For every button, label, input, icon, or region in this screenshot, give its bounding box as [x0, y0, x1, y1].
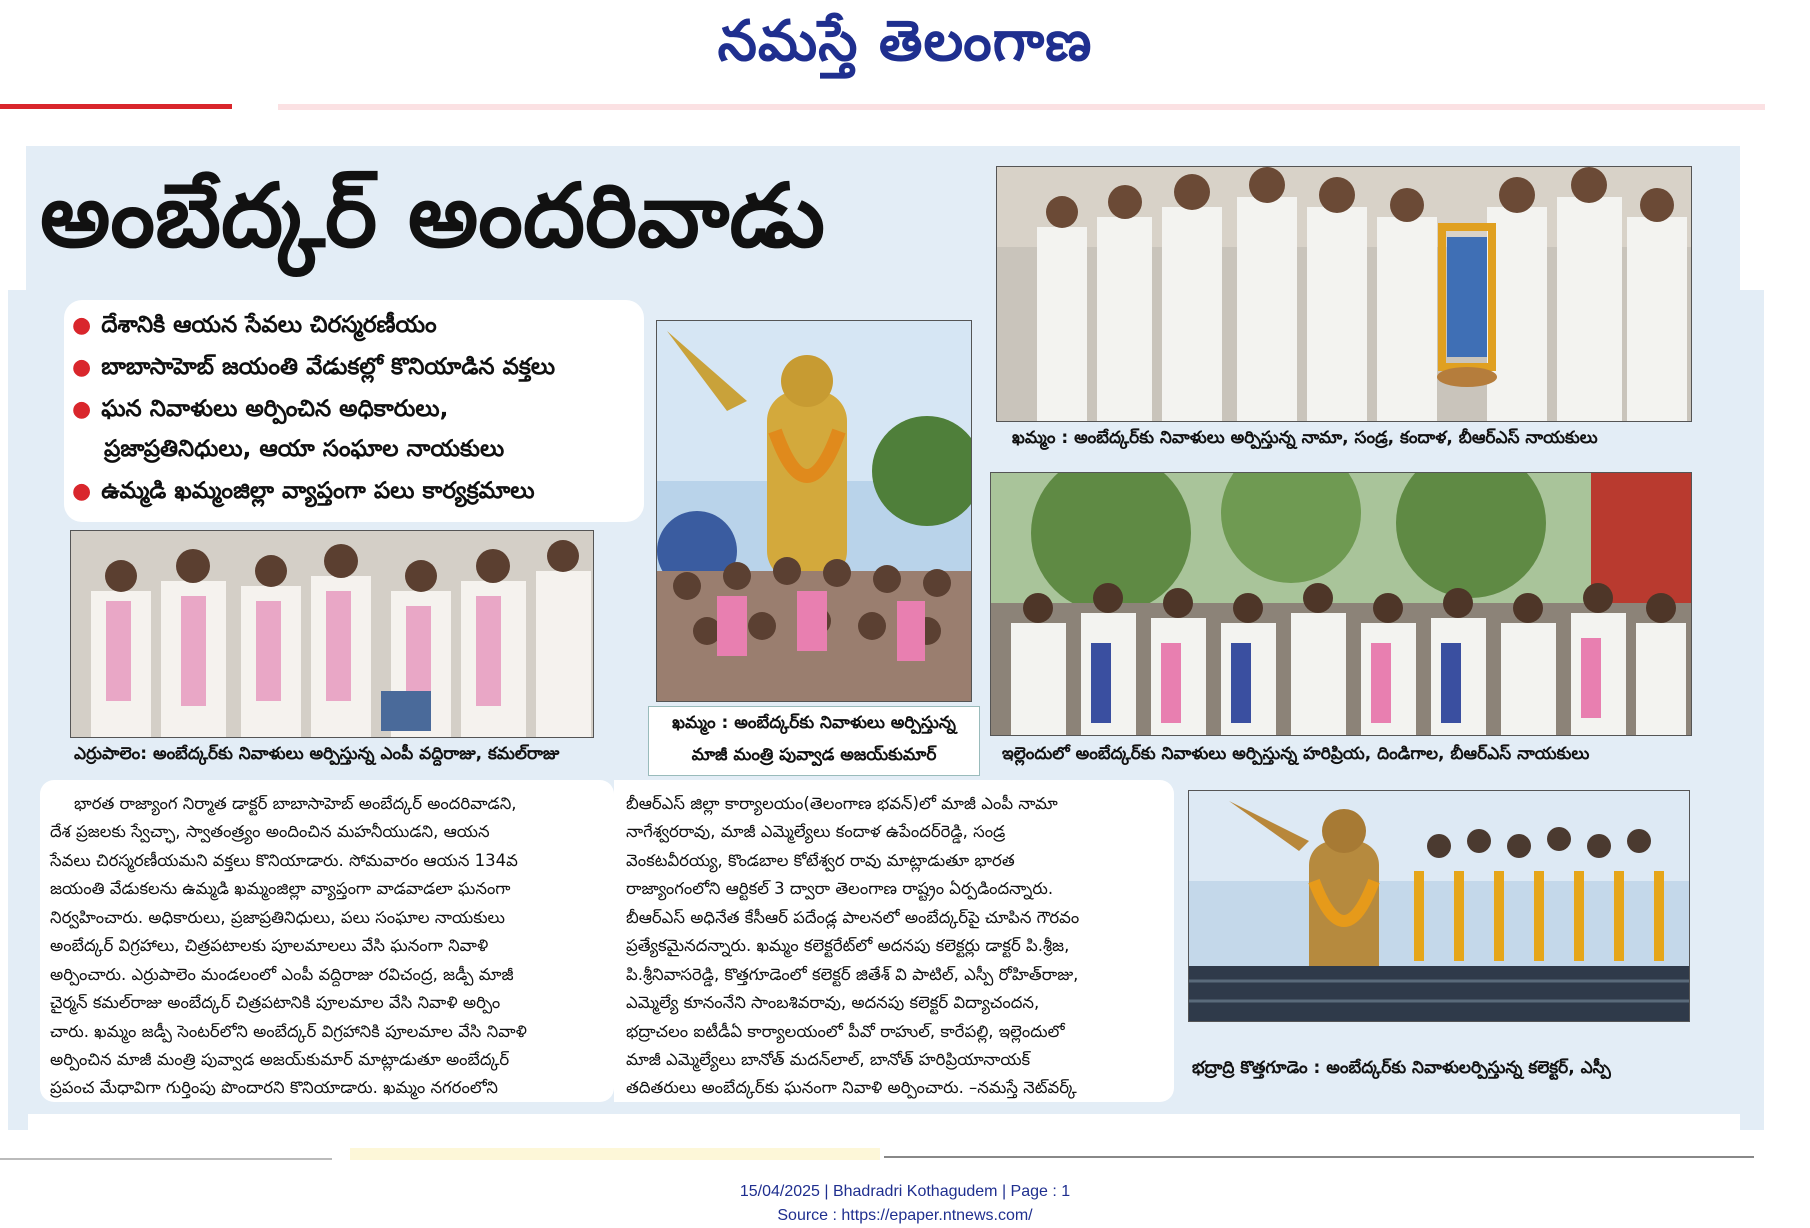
masthead-rule-red	[0, 104, 232, 109]
highlight-item: ● ఉమ్మడి ఖమ్మంజిల్లా వ్యాప్తంగా పలు కార్యక్రమాలు	[72, 478, 535, 504]
highlights-box	[64, 300, 644, 522]
article-line: వెంకటవీరయ్య, కొండబాల కోటేశ్వర రావు మాట్లాడుతూ భారత	[626, 851, 1015, 870]
panel-edge-left	[8, 290, 28, 1130]
article-line: చైర్మన్ కమల్‌రాజు అంబేద్కర్ చిత్రపటానికి పూలమాల వేసి నివాళి అర్పిం	[50, 993, 501, 1012]
article-line: ఎమ్మెల్యే కూనంనేని సాంబశివరావు, అదనపు కలెక్టర్ విద్యాచందన,	[626, 993, 1040, 1012]
article-line: సేవలు చిరస్మరణీయమని వక్తలు కొనియాడారు. సోమవారం ఆయన 134వ	[50, 851, 518, 870]
masthead-rule-pink	[278, 104, 1765, 110]
article-line: బీఆర్ఎస్ అధినేత కేసీఆర్ పదేండ్ల పాలనలో అంబేద్కర్‌పై చూపిన గౌరవం	[626, 908, 1080, 927]
article-line: నాగేశ్వరరావు, మాజీ ఎమ్మెల్యేలు కందాళ ఉపేందర్‌రెడ్డి, సండ్ర	[626, 822, 1006, 841]
article-column-left	[40, 780, 614, 1102]
caption-center-box	[648, 706, 980, 776]
article-line: నిర్వహించారు. అధికారులు, ప్రజాప్రతినిధులు, పలు సంఘాల నాయకులు	[50, 908, 505, 927]
article-column-middle	[614, 780, 1174, 1102]
highlight-item: ● దేశానికి ఆయన సేవలు చిరస్మరణీయం	[72, 312, 437, 338]
caption-middle-right: ఇల్లెందులో అంబేద్కర్‌కు నివాళులు అర్పిస్తున్న హరిప్రియ, దిండిగాల, బీఆర్ఎస్ నాయకులు	[1002, 744, 1590, 764]
story-headline: అంబేద్కర్ అందరివాడు	[40, 164, 825, 267]
bullet-dot-icon: ●	[72, 479, 92, 504]
caption-top-right: ఖమ్మం : అంబేద్కర్‌కు నివాళులు అర్పిస్తున్న నామా, సండ్ర, కందాళ, బీఆర్ఎస్ నాయకులు	[1012, 428, 1598, 448]
article-line: తదితరులు అంబేద్కర్‌కు ఘనంగా నివాళి అర్పించారు. –నమస్తే నెట్‌వర్క్	[626, 1078, 1077, 1097]
photo-yellandu	[990, 472, 1692, 736]
article-line: దేశ ప్రజలకు స్వేచ్ఛా, స్వాతంత్ర్యం అందించిన మహనీయుడని, ఆయన	[50, 822, 490, 841]
article-line: ప్రపంచ మేధావిగా గుర్తింపు పొందారని కొనియాడారు. ఖమ్మం నగరంలోని	[50, 1078, 498, 1097]
caption-left: ఎర్రుపాలెం: అంబేద్కర్‌కు నివాళులు అర్పిస్తున్న ఎంపీ వద్దిరాజు, కమల్‌రాజు	[74, 744, 560, 764]
highlight-item-continued: ప్రజాప్రతినిధులు, ఆయా సంఘాల నాయకులు	[104, 436, 505, 462]
footer-date-edition: 15/04/2025 | Bhadradri Kothagudem | Page : 1	[739, 1183, 1071, 1200]
article-line: చారు. ఖమ్మం జడ్పీ సెంటర్‌లోని అంబేద్కర్ విగ్రహానికి పూలమాల వేసి నివాళి	[50, 1022, 527, 1041]
footer-rule-yellow	[350, 1148, 880, 1160]
caption-center-line1: ఖమ్మం : అంబేద్కర్‌కు నివాళులు అర్పిస్తున్న	[672, 713, 956, 733]
panel-edge-right	[1740, 290, 1764, 1130]
photo-khammam-statue	[656, 320, 972, 702]
newspaper-logo: నమస్తే తెలంగాణ	[717, 8, 1093, 74]
photo-bhadradri-kothagudem	[1188, 790, 1690, 1022]
footer-rule-left	[0, 1158, 332, 1160]
article-line: రాజ్యాంగంలోని ఆర్టికల్ 3 ద్వారా తెలంగాణ రాష్ట్రం ఏర్పడిందన్నారు.	[626, 879, 1054, 898]
article-line: భద్రాచలం ఐటీడీఏ కార్యాలయంలో పీవో రాహుల్, కారేపల్లి, ఇల్లెందులో	[626, 1022, 1065, 1041]
highlight-item: ● ఘన నివాళులు అర్పించిన అధికారులు,	[72, 396, 449, 422]
footer-rule-right	[884, 1156, 1754, 1158]
footer	[0, 1180, 1810, 1228]
article-line: పి.శ్రీనివాసరెడ్డి, కొత్తగూడెంలో కలెక్టర్ జితేశ్ వి పాటిల్, ఎస్పీ రోహిత్‌రాజు,	[626, 965, 1079, 984]
article-line: భారత రాజ్యాంగ నిర్మాత డాక్టర్ బాబాసాహెబ్ అంబేద్కర్ అందరివాడని,	[74, 794, 517, 813]
article-line: అంబేద్కర్ విగ్రహాలు, చిత్రపటాలకు పూలమాలలు వేసి ఘనంగా నివాళి	[50, 936, 489, 955]
bullet-dot-icon: ●	[72, 313, 92, 338]
highlight-item: ● బాబాసాహెబ్ జయంతి వేడుకల్లో కొనియాడిన వక్తలు	[72, 354, 556, 380]
bullet-dot-icon: ●	[72, 355, 92, 380]
article-line: బీఆర్ఎస్ జిల్లా కార్యాలయం(తెలంగాణ భవన్)లో మాజీ ఎంపీ నామా	[626, 794, 1058, 813]
article-line: అర్పించిన మాజీ మంత్రి పువ్వాడ అజయ్‌కుమార్ మాట్లాడుతూ అంబేద్కర్	[50, 1050, 510, 1069]
article-line: అర్పించారు. ఎర్రుపాలెం మండలంలో ఎంపీ వద్దిరాజు రవిచంద్ర, జడ్పీ మాజీ	[50, 965, 514, 984]
bullet-dot-icon: ●	[72, 397, 92, 422]
caption-center-line2: మాజీ మంత్రి పువ్వాడ అజయ్‌కుమార్	[691, 745, 937, 765]
masthead	[0, 0, 1810, 100]
article-line: మాజీ ఎమ్మెల్యేలు బానోత్ మదన్‌లాల్, బానోత్ హరిప్రియానాయక్	[626, 1050, 1031, 1069]
article-line: జయంతి వేడుకలను ఉమ్మడి ఖమ్మంజిల్లా వ్యాప్తంగా వాడవాడలా ఘనంగా	[50, 879, 511, 898]
article-line: ప్రత్యేకమైనదన్నారు. ఖమ్మం కలెక్టరేట్‌లో అదనపు కలెక్టర్లు డాక్టర్ పి.శ్రీజ,	[626, 936, 1070, 955]
photo-khammam-office	[996, 166, 1692, 422]
footer-source-link[interactable]: Source : https://epaper.ntnews.com/	[777, 1207, 1033, 1224]
photo-errupalem	[70, 530, 594, 738]
caption-bottom-right: భద్రాద్రి కొత్తగూడెం : అంబేద్కర్‌కు నివాళులర్పిస్తున్న కలెక్టర్, ఎస్పీ	[1192, 1058, 1611, 1078]
